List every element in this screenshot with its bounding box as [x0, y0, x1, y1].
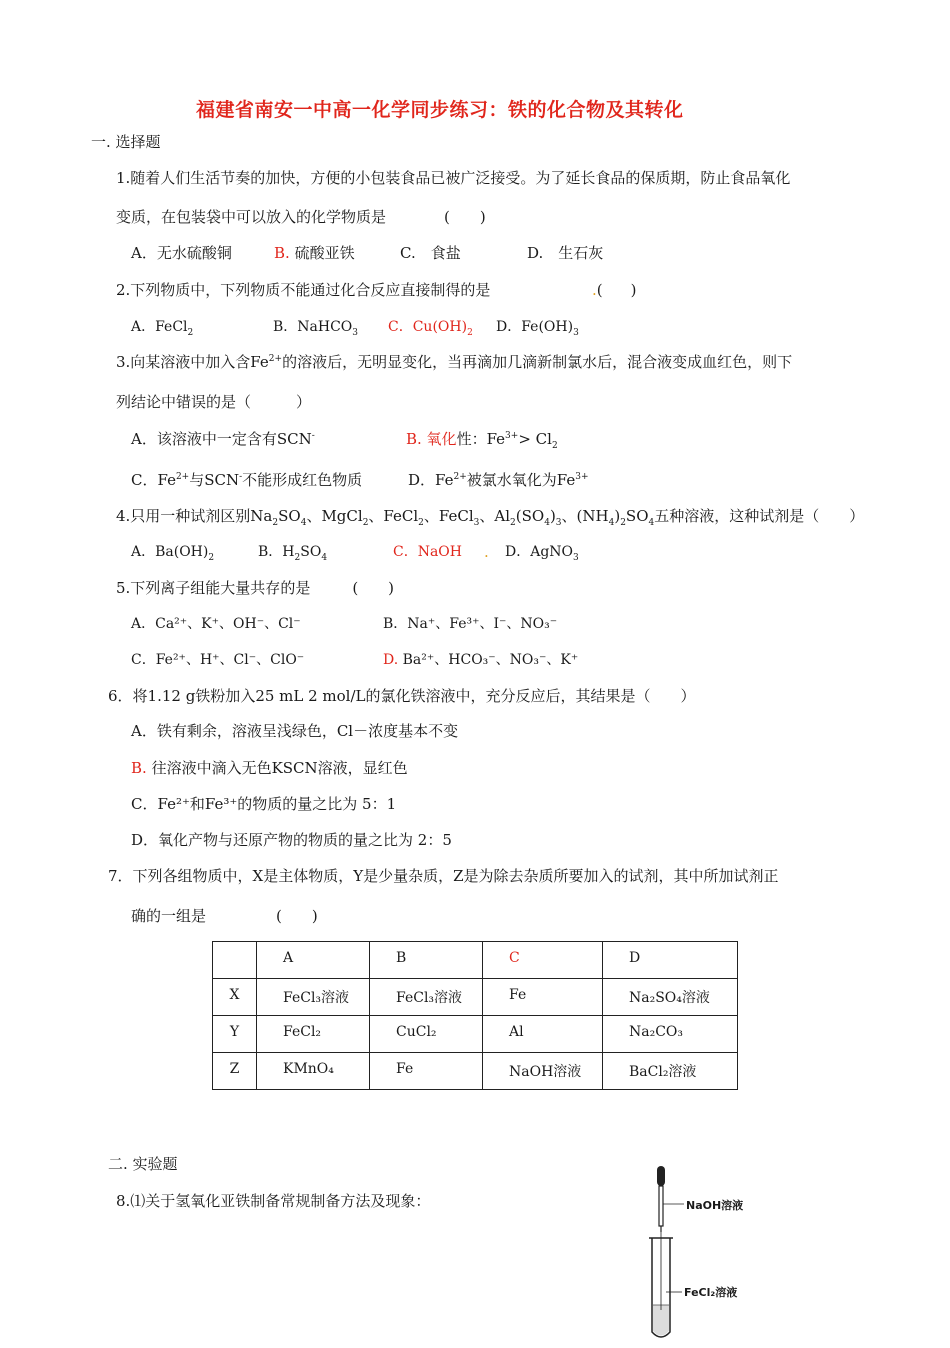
q1-option-b: B. 硫酸亚铁 [274, 244, 355, 262]
q1-option-d: D. 生石灰 [527, 244, 604, 262]
q6-option-b: B. 往溶液中滴入无色KSCN溶液，显红色 [131, 759, 408, 777]
table-row [213, 1016, 738, 1053]
q3-option-d: D．$Fe^{2+}$被氯水氧化为$Fe^{3+}$ [408, 471, 589, 489]
q4-option-b: B．$H_2SO_4$ [258, 544, 328, 563]
table-cell: FeCl₃溶液 [370, 979, 483, 1016]
table-cell: Na₂SO₄溶液 [603, 979, 738, 1016]
section-heading-experiment: 二. 实验题 [108, 1155, 178, 1173]
q4-option-d: D．AgNO$_3$ [505, 544, 579, 563]
table-cell: BaCl₂溶液 [603, 1053, 738, 1090]
table-cell: Fe [370, 1053, 483, 1090]
q2-option-b: B．NaHCO$_3$ [273, 319, 359, 338]
table-cell: Al [483, 1016, 603, 1053]
q1-option-a: A．无水硫酸铜 [131, 244, 232, 262]
q2-option-c: C．$Cu(OH)_2$ [388, 319, 473, 338]
q6-option-a: A．铁有剩余，溶液呈浅绿色，Cl－浓度基本不变 [131, 722, 459, 740]
q5-option-c: C．Fe²⁺、H⁺、Cl⁻、ClO⁻ [131, 652, 305, 668]
table-header-row [213, 942, 738, 979]
table-cell: FeCl₂ [257, 1016, 370, 1053]
table-header-a: A [257, 942, 370, 979]
tube-label: FeCl₂溶液 [684, 1286, 738, 1299]
dropper-label: NaOH溶液 [686, 1199, 744, 1212]
table-cell: Na₂CO₃ [603, 1016, 738, 1053]
page-title: 福建省南安一中高一化学同步练习：铁的化合物及其转化 [196, 99, 684, 121]
q1-line1: 1.随着人们生活节奏的加快，方便的小包装食品已被广泛接受。为了延长食品的保质期，防止食品氧化 [116, 169, 791, 187]
table-cell: FeCl₃溶液 [257, 979, 370, 1016]
table-cell: CuCl₂ [370, 1016, 483, 1053]
q1-line2: 变质，在包装袋中可以放入的化学物质是 ( ) [116, 208, 486, 226]
table-cell [213, 942, 257, 979]
table-header-b: B [370, 942, 483, 979]
dropper-and-tube-illustration [640, 1160, 760, 1344]
section-heading-choice: 一. 选择题 [91, 133, 161, 151]
q5-option-b: B．Na⁺、Fe³⁺、I⁻、NO₃⁻ [383, 616, 558, 632]
q5-option-a: A．Ca²⁺、K⁺、OH⁻、Cl⁻ [131, 616, 301, 632]
q4-option-a: A．$Ba(OH)_2$ [131, 544, 215, 563]
table-row [213, 979, 738, 1016]
stray-dot: . [484, 543, 489, 561]
q4-option-c: C．NaOH [393, 544, 462, 560]
q5-stem: 5.下列离子组能大量共存的是 ( ) [116, 579, 395, 597]
table-cell: KMnO₄ [257, 1053, 370, 1090]
table-row-label: X [213, 979, 257, 1016]
q7-options-table [212, 941, 738, 1090]
q6-option-c: C．Fe²⁺和Fe³⁺的物质的量之比为 5：1 [131, 795, 397, 813]
q3-line2: 列结论中错误的是（ ） [116, 393, 312, 411]
q7-line1: 7．下列各组物质中，X是主体物质，Y是少量杂质，Z是为除去杂质所要加入的试剂，其中所加试剂正 [108, 867, 779, 885]
q2-option-a: A．FeCl$_2$ [131, 319, 194, 338]
q6-stem: 6．将1.12 g铁粉加入25 mL 2 mol/L的氯化铁溶液中，充分反应后，其结果是（ ） [108, 687, 696, 705]
dropper-bulb-icon [657, 1166, 665, 1186]
table-header-d: D [603, 942, 738, 979]
q3-option-b: B. 氧化性：$Fe^{3+}> Cl_2$ [406, 430, 558, 451]
q8-stem: 8.⑴关于氢氧化亚铁制备常规制备方法及现象： [116, 1192, 431, 1210]
q3-option-a: A．该溶液中一定含有SCN- [131, 430, 315, 448]
q1-option-c: C. 食盐 [400, 244, 461, 262]
table-cell: Fe [483, 979, 603, 1016]
q2-paren: .( ) [592, 281, 637, 299]
table-cell: NaOH溶液 [483, 1053, 603, 1090]
q3-option-c: C．$Fe^{2+}$与SCN-不能形成红色物质 [131, 471, 363, 489]
q3-line1: 3.向某溶液中加入含$Fe^{2+}$的溶液后，无明显变化，当再滴加几滴新制氯水后，混合液变成血红色，则下 [116, 353, 793, 371]
table-row-label: Z [213, 1053, 257, 1090]
q5-option-d: D. Ba²⁺、HCO₃⁻、NO₃⁻、K⁺ [383, 652, 579, 668]
q7-line2: 确的一组是 ( ) [131, 907, 318, 925]
apparatus-figure [640, 1160, 760, 1344]
table-header-c: C [483, 942, 603, 979]
q4-stem: 4.只用一种试剂区别$Na_2SO_4$、MgCl$_2$、FeCl$_2$、FeCl$_3$、$Al_2(SO_4)_3$、$(NH_4)_2SO_4$五种溶液，这种试剂是（ ） [116, 507, 865, 528]
table-row [213, 1053, 738, 1090]
table-row-label: Y [213, 1016, 257, 1053]
dropper-tube-icon [659, 1186, 663, 1226]
q6-option-d: D．氧化产物与还原产物的物质的量之比为 2：5 [131, 831, 452, 849]
q2-stem: 2.下列物质中，下列物质不能通过化合反应直接制得的是 [116, 281, 491, 299]
q2-option-d: D．$Fe(OH)_3$ [496, 319, 579, 338]
